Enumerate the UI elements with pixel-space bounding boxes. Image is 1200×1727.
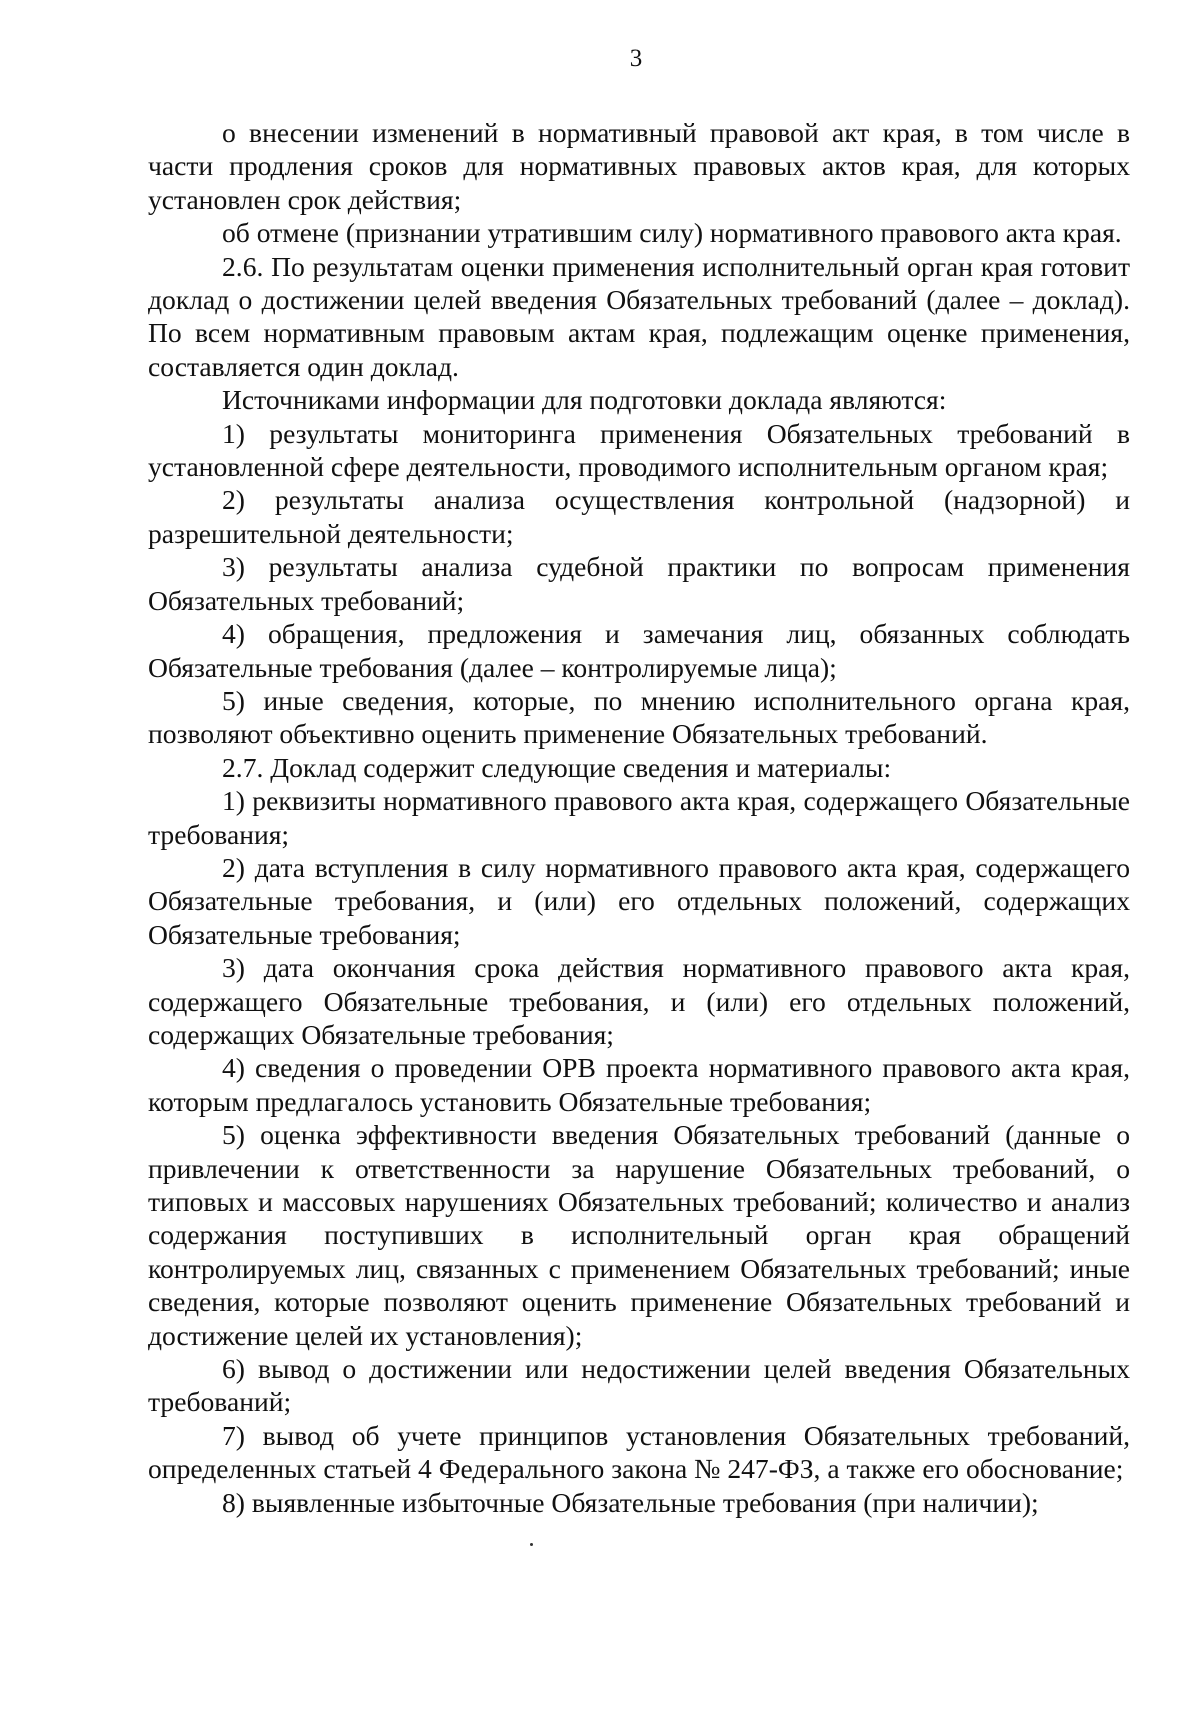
list-item-report-8: 8) выявленные избыточные Обязательные требования (при наличии); <box>222 1486 1039 1518</box>
document-body <box>148 116 1130 1519</box>
list-item-report-3: 3) дата окончания срока действия нормативного правового акта края, содержащего Обязательные требования, и (или) его отдельных положений, содержащих Обязательные требования; <box>148 952 1130 1050</box>
list-item-source-3: 3) результаты анализа судебной практики по вопросам применения Обязательных требований; <box>148 551 1130 616</box>
list-item-report-4: 4) сведения о проведении ОРВ проекта нормативного правового акта края, которым предлагалось установить Обязательные требования; <box>148 1052 1130 1117</box>
paragraph-repeal-option: об отмене (признании утратившим силу) нормативного правового акта края. <box>222 217 1122 249</box>
paragraph-information-sources-intro: Источниками информации для подготовки доклада являются: <box>222 384 947 416</box>
list-item-source-2: 2) результаты анализа осуществления контрольной (надзорной) и разрешительной деятельности; <box>148 484 1130 549</box>
paragraph-amendment-option: о внесении изменений в нормативный правовой акт края, в том числе в части продления сроков для нормативных правовых актов края, для которых установлен срок действия; <box>148 117 1130 215</box>
paragraph-clause-2-6: 2.6. По результатам оценки применения исполнительный орган края готовит доклад о достижении целей введения Обязательных требований (далее – доклад). По всем нормативным правовым актам края, подлежащим оценке применения, составляется один доклад. <box>148 250 1130 382</box>
page-number: 3 <box>629 45 643 72</box>
list-item-source-1: 1) результаты мониторинга применения Обязательных требований в установленной сфере деятельности, проводимого исполнительным органом края; <box>148 417 1130 483</box>
list-item-source-4: 4) обращения, предложения и замечания лиц, обязанных соблюдать Обязательные требования (далее – контролируемые лица); <box>148 618 1130 683</box>
list-item-report-1: 1) реквизиты нормативного правового акта края, содержащего Обязательные требования; <box>148 785 1130 850</box>
scan-speck <box>530 1543 533 1546</box>
list-item-report-2: 2) дата вступления в силу нормативного правового акта края, содержащего Обязательные требования, и (или) его отдельных положений, содержащих Обязательные требования; <box>148 851 1130 950</box>
list-item-report-6: 6) вывод о достижении или недостижении целей введения Обязательных требований; <box>148 1353 1130 1418</box>
list-item-source-5: 5) иные сведения, которые, по мнению исполнительного органа края, позволяют объективно оценить применение Обязательных требований. <box>148 684 1130 750</box>
list-item-report-7: 7) вывод об учете принципов установления Обязательных требований, определенных статьей 4 Федерального закона № 247-ФЗ, а также его обоснование; <box>148 1419 1130 1485</box>
paragraph-clause-2-7: 2.7. Доклад содержит следующие сведения и материалы: <box>222 751 892 783</box>
list-item-report-5: 5) оценка эффективности введения Обязательных требований (данные о привлечении к ответственности за нарушение Обязательных требований, о типовых и массовых нарушениях Обязательных требований; количество и анализ содержания поступивших в исполнительный орган края обращений контролируемых лиц, связанных с применением Обязательных требований; иные сведения, которые позволяют оценить применение Обязательных требований и достижение целей их установления); <box>148 1119 1130 1351</box>
